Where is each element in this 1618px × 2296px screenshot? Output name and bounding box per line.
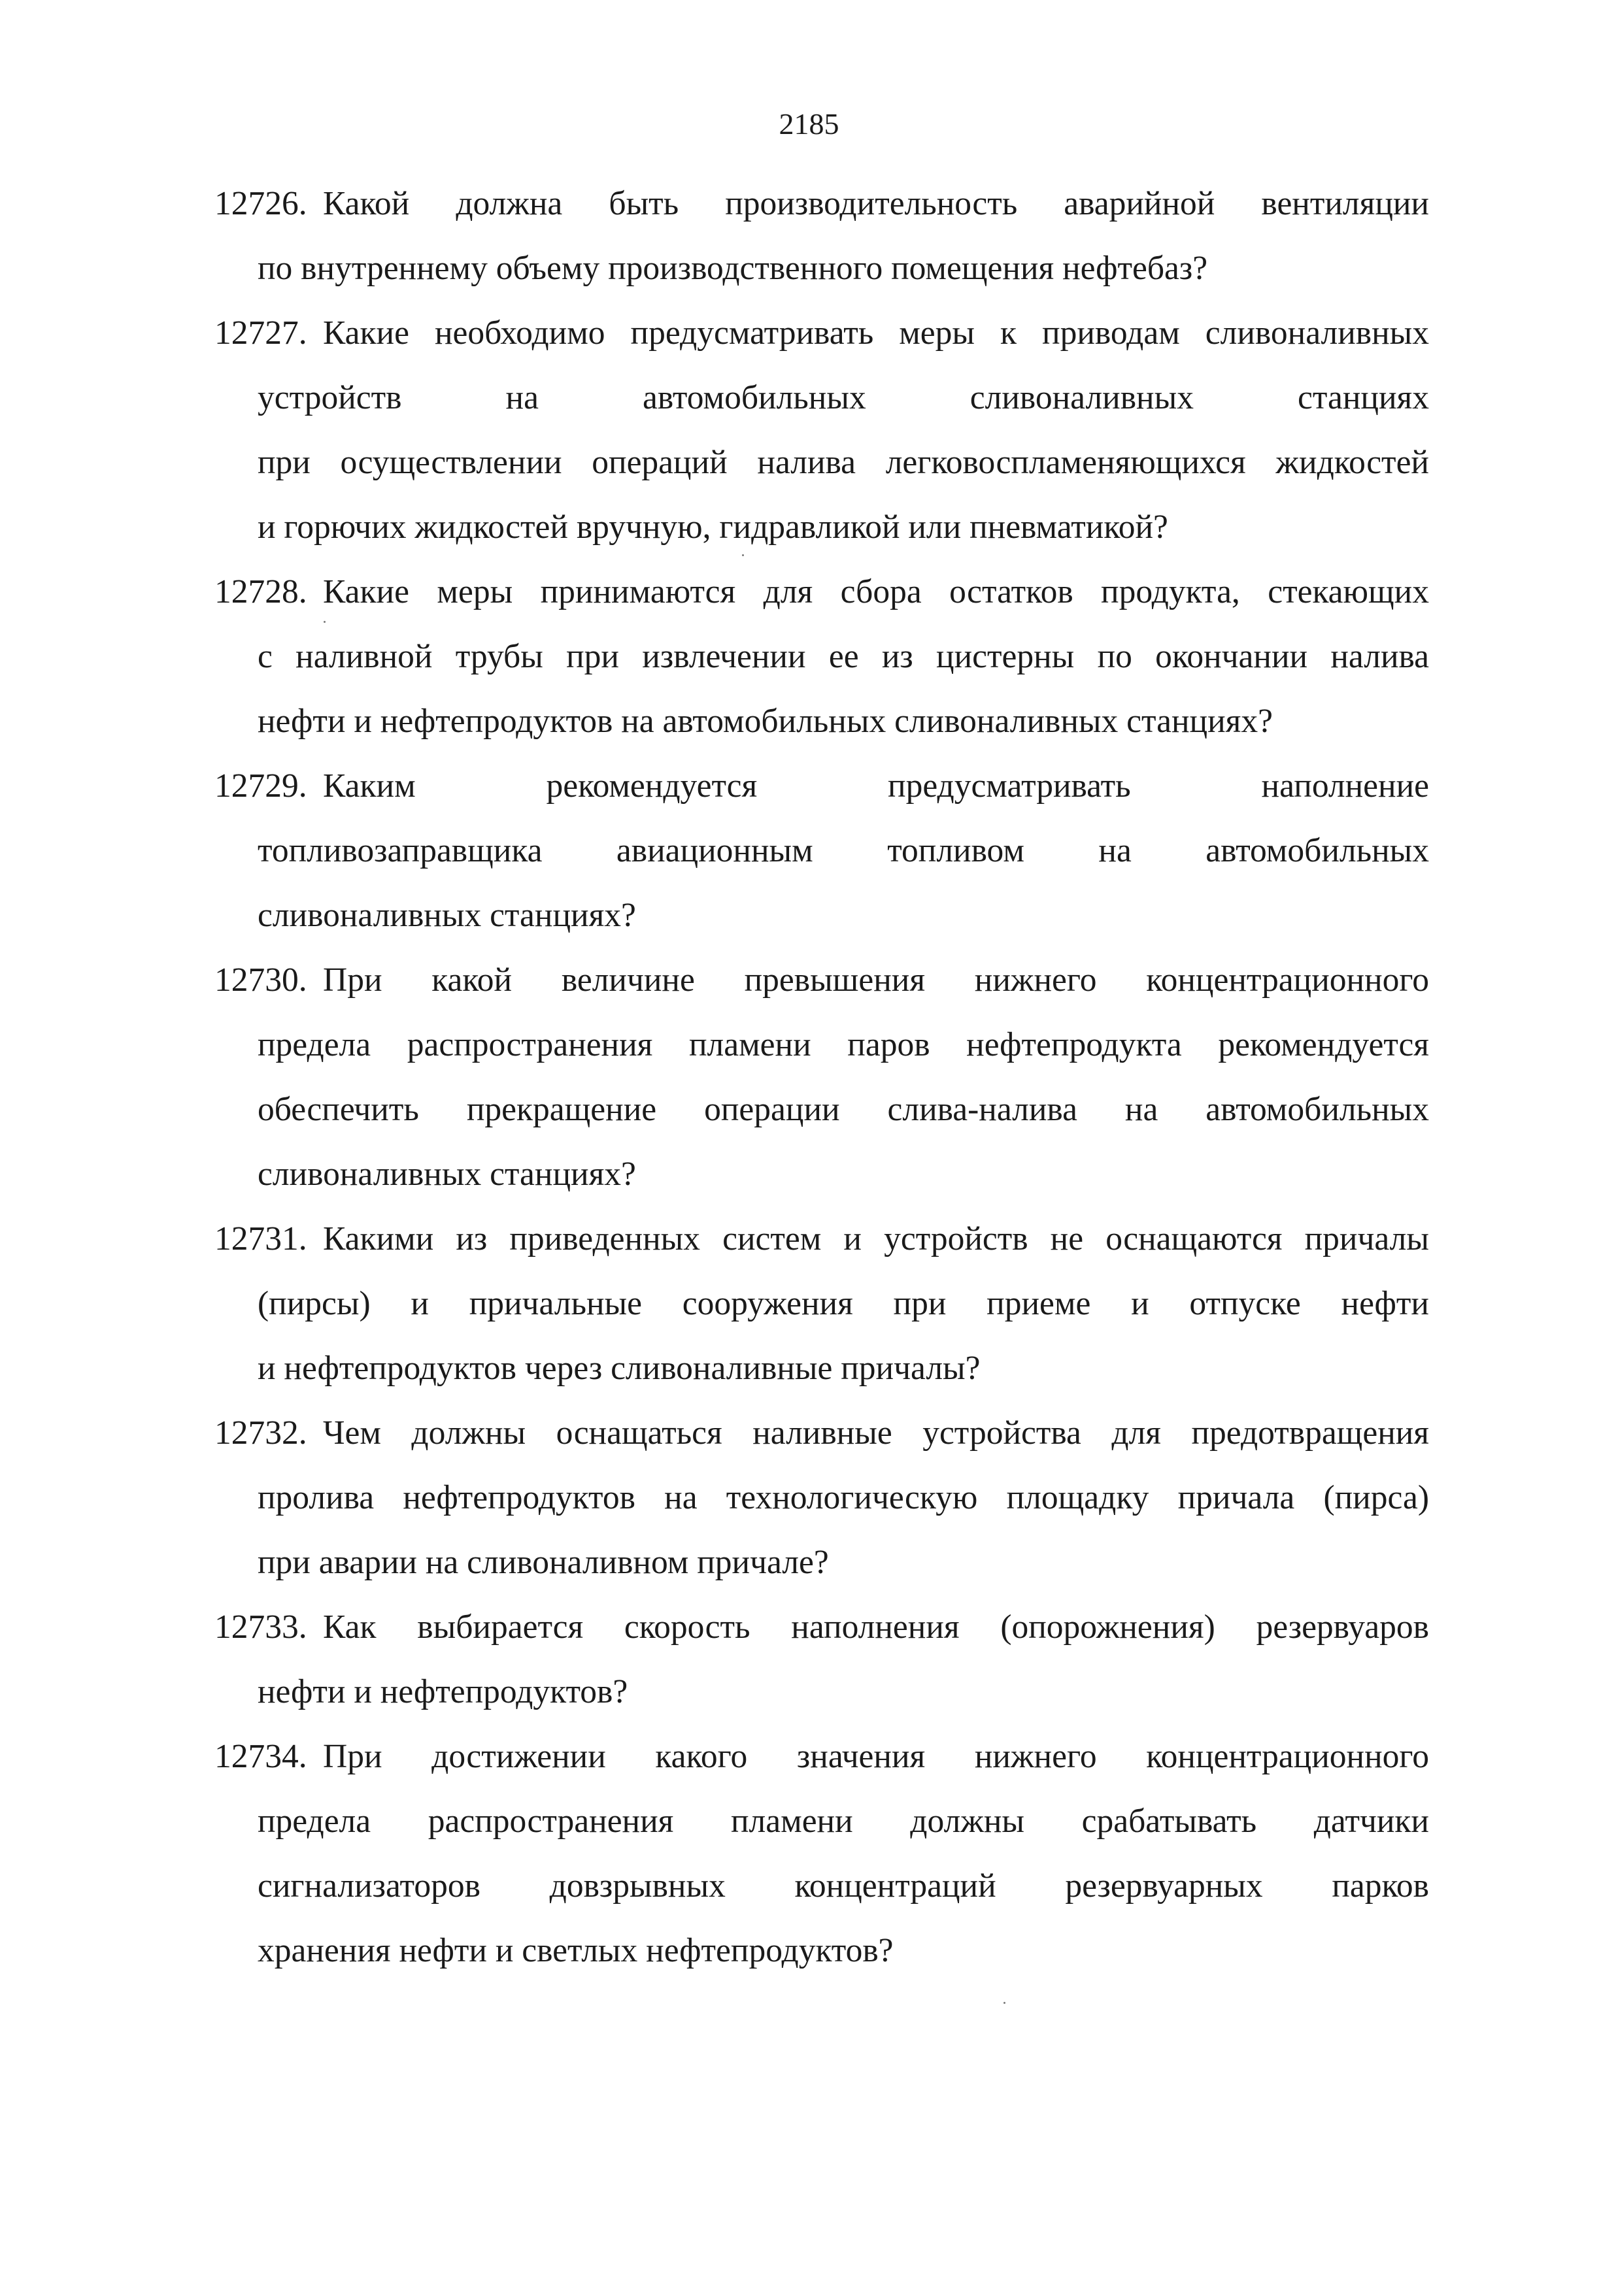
question-number: 12734. <box>214 1738 307 1775</box>
question-line: сливоналивных станциях? <box>258 1156 636 1193</box>
question-line: Чем должны оснащаться наливные устройства для предотвращения <box>323 1414 1429 1452</box>
scan-speck <box>1003 2002 1005 2004</box>
question-list <box>214 171 1429 1983</box>
question-line: при осуществлении операций налива легковоспламеняющихся жидкостей <box>258 444 1429 481</box>
question-number: 12732. <box>214 1414 307 1452</box>
question-number: 12727. <box>214 314 307 352</box>
page-number: 2185 <box>779 107 839 141</box>
question-number: 12726. <box>214 185 307 222</box>
scan-speck <box>742 554 744 556</box>
question-line: с наливной трубы при извлечении ее из цистерны по окончании налива <box>258 638 1429 675</box>
question-12727 <box>214 301 1429 559</box>
scan-speck <box>324 621 326 623</box>
question-line: топливозаправщика авиационным топливом на автомобильных <box>258 832 1429 869</box>
question-line: обеспечить прекращение операции слива-налива на автомобильных <box>258 1091 1429 1128</box>
question-12726 <box>214 171 1429 301</box>
question-line: по внутреннему объему производственного помещения нефтебаз? <box>258 250 1208 287</box>
question-number: 12728. <box>214 573 307 610</box>
question-12733 <box>214 1595 1429 1724</box>
question-line: Какими из приведенных систем и устройств не оснащаются причалы <box>323 1220 1429 1257</box>
question-line: нефти и нефтепродуктов? <box>258 1673 628 1710</box>
question-number: 12729. <box>214 767 307 805</box>
question-line: Каким рекомендуется предусматривать наполнение <box>323 767 1429 805</box>
question-line: При достижении какого значения нижнего концентрационного <box>323 1738 1429 1775</box>
question-12729 <box>214 754 1429 948</box>
question-line: устройств на автомобильных сливоналивных станциях <box>258 379 1429 416</box>
question-line: Как выбирается скорость наполнения (опорожнения) резервуаров <box>323 1608 1429 1646</box>
question-line: сливоналивных станциях? <box>258 897 636 934</box>
question-line: Какие меры принимаются для сбора остатков продукта, стекающих <box>323 573 1429 610</box>
question-12734 <box>214 1724 1429 1983</box>
question-12732 <box>214 1401 1429 1595</box>
question-line: и горючих жидкостей вручную, гидравликой или пневматикой? <box>258 508 1168 546</box>
question-line: предела распространения пламени должны срабатывать датчики <box>258 1803 1429 1840</box>
question-12731 <box>214 1206 1429 1401</box>
question-line: сигнализаторов довзрывных концентраций резервуарных парков <box>258 1867 1429 1905</box>
question-number: 12733. <box>214 1608 307 1646</box>
question-line: хранения нефти и светлых нефтепродуктов? <box>258 1932 894 1969</box>
question-line: нефти и нефтепродуктов на автомобильных сливоналивных станциях? <box>258 703 1273 740</box>
question-number: 12731. <box>214 1220 307 1257</box>
question-line: и нефтепродуктов через сливоналивные причалы? <box>258 1350 981 1387</box>
question-number: 12730. <box>214 961 307 999</box>
question-line: пролива нефтепродуктов на технологическую площадку причала (пирса) <box>258 1479 1429 1516</box>
question-line: Какие необходимо предусматривать меры к приводам сливоналивных <box>323 314 1429 352</box>
question-line: предела распространения пламени паров нефтепродукта рекомендуется <box>258 1026 1429 1063</box>
question-line: при аварии на сливоналивном причале? <box>258 1544 829 1581</box>
question-line: Какой должна быть производительность аварийной вентиляции <box>323 185 1429 222</box>
question-12728 <box>214 559 1429 754</box>
question-line: (пирсы) и причальные сооружения при приеме и отпуске нефти <box>258 1285 1429 1322</box>
question-12730 <box>214 948 1429 1206</box>
question-line: При какой величине превышения нижнего концентрационного <box>323 961 1429 999</box>
